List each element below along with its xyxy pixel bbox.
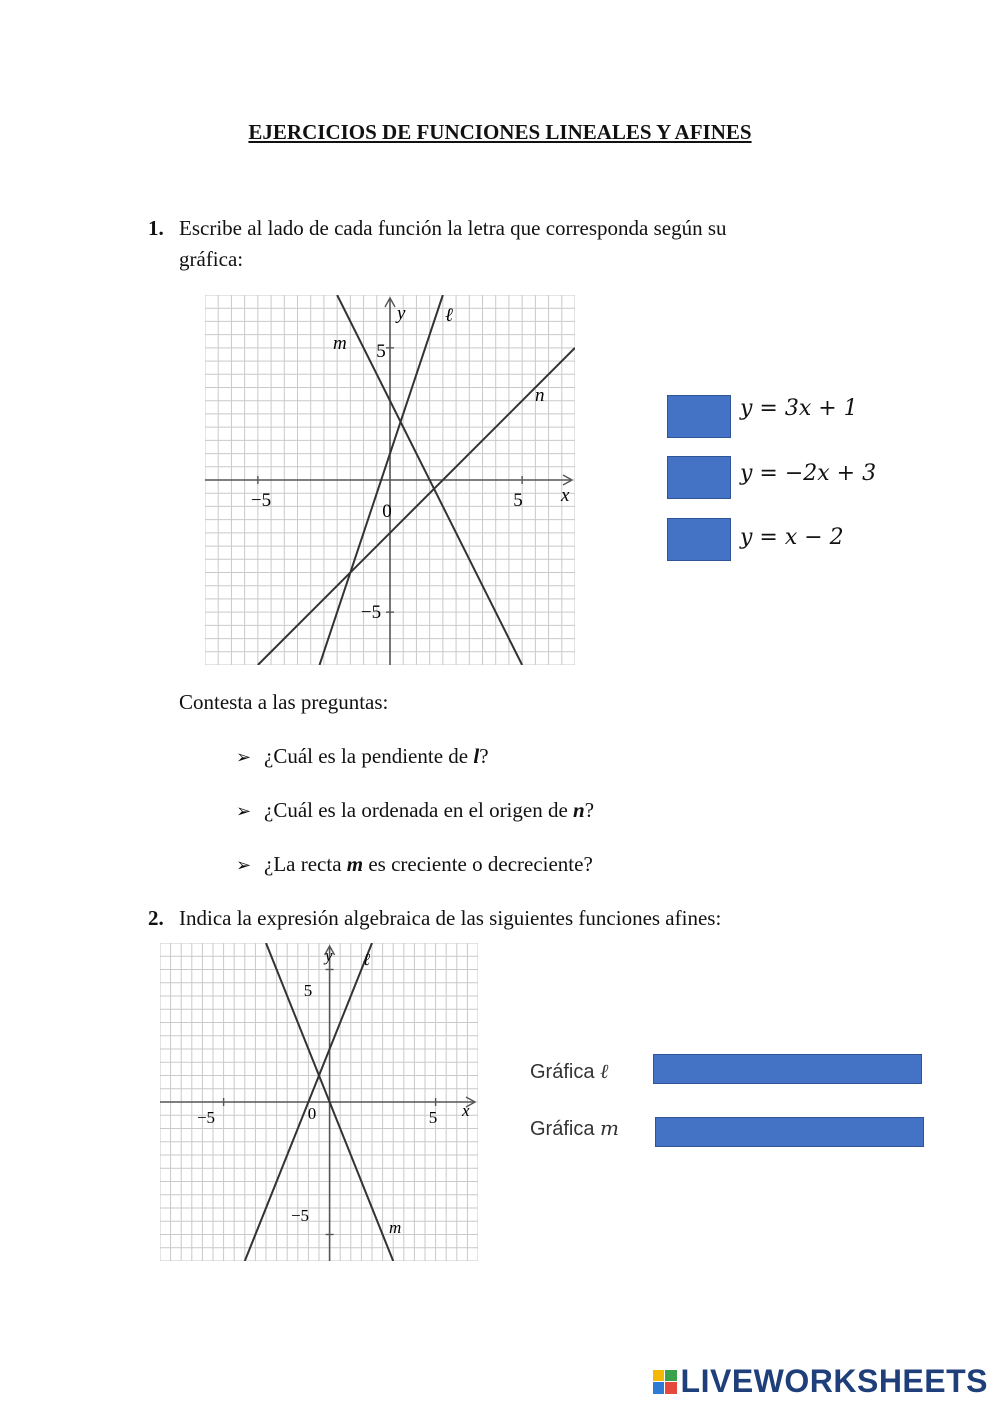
graph-2-line-l-label: ℓ	[363, 950, 371, 969]
page-title: EJERCICIOS DE FUNCIONES LINEALES Y AFINES	[248, 120, 752, 144]
question-2-number: 2.	[148, 906, 164, 930]
graph-1-x-axis-label: x	[561, 485, 570, 506]
graph-1-tick-neg5-x: −5	[250, 490, 272, 511]
graph-1-line-n-label: n	[535, 385, 545, 406]
question-item-2-variable: n	[573, 798, 585, 822]
question-1-text-line1: Escribe al lado de cada función la letra que corresponda según su	[179, 216, 727, 240]
graph-2-tick-neg5-x: −5	[196, 1108, 216, 1127]
liveworksheets-logo[interactable]: LIVEWORKSHEETS	[653, 1363, 988, 1400]
question-2-text: Indica la expresión algebraica de las siguientes funciones afines:	[179, 906, 722, 930]
question-item-1: ➢ ¿Cuál es la pendiente de l?	[236, 744, 489, 768]
arrow-bullet-icon: ➢	[236, 801, 252, 821]
liveworksheets-logo-icon	[653, 1370, 677, 1394]
graph-2-tick-5-y: 5	[303, 981, 313, 1000]
question-item-2: ➢ ¿Cuál es la ordenada en el origen de n?	[236, 798, 595, 822]
graph-1	[205, 295, 575, 665]
answer-box-2[interactable]	[667, 456, 731, 499]
arrow-bullet-icon: ➢	[236, 855, 252, 875]
answer-box-3[interactable]	[667, 518, 731, 561]
answer-box-graph-l[interactable]	[653, 1054, 922, 1084]
equation-1: y = 3x + 1	[740, 396, 858, 421]
graph-2-x-axis-label: x	[462, 1101, 470, 1120]
graph-2	[160, 943, 478, 1261]
graph-1-origin-label: 0	[382, 501, 392, 522]
question-item-3-variable: m	[346, 852, 364, 876]
graph-2-origin-label: 0	[307, 1104, 317, 1123]
graph-1-line-l-label: ℓ	[445, 305, 453, 326]
question-item-1-variable: l	[473, 744, 480, 768]
equation-2: y = −2x + 3	[740, 461, 877, 486]
answer-box-1[interactable]	[667, 395, 731, 438]
graph-1-tick-5-y: 5	[376, 341, 386, 362]
arrow-bullet-icon: ➢	[236, 747, 252, 767]
graph-2-line-m-label: m	[389, 1218, 402, 1237]
graph-1-y-axis-label: y	[397, 303, 406, 324]
graph-2-y-axis-label: y	[325, 946, 333, 965]
questions-intro: Contesta a las preguntas:	[179, 690, 389, 714]
question-1-text-line2: gráfica:	[179, 247, 244, 271]
graph-1-tick-neg5-y: −5	[360, 602, 382, 623]
answer-box-graph-m[interactable]	[655, 1117, 924, 1147]
graph-answer-label-l: Gráfica ℓ	[530, 1059, 609, 1083]
graph-2-tick-neg5-y: −5	[290, 1206, 310, 1225]
graph-1-tick-5-x: 5	[513, 490, 523, 511]
graph-2-tick-5-x: 5	[428, 1108, 438, 1127]
equation-3: y = x − 2	[740, 525, 844, 550]
question-1-number: 1.	[148, 216, 164, 240]
graph-answer-label-m: Gráfica m	[530, 1116, 619, 1140]
graph-1-line-m-label: m	[333, 333, 347, 354]
question-item-3: ➢ ¿La recta m es creciente o decreciente?	[236, 852, 593, 876]
